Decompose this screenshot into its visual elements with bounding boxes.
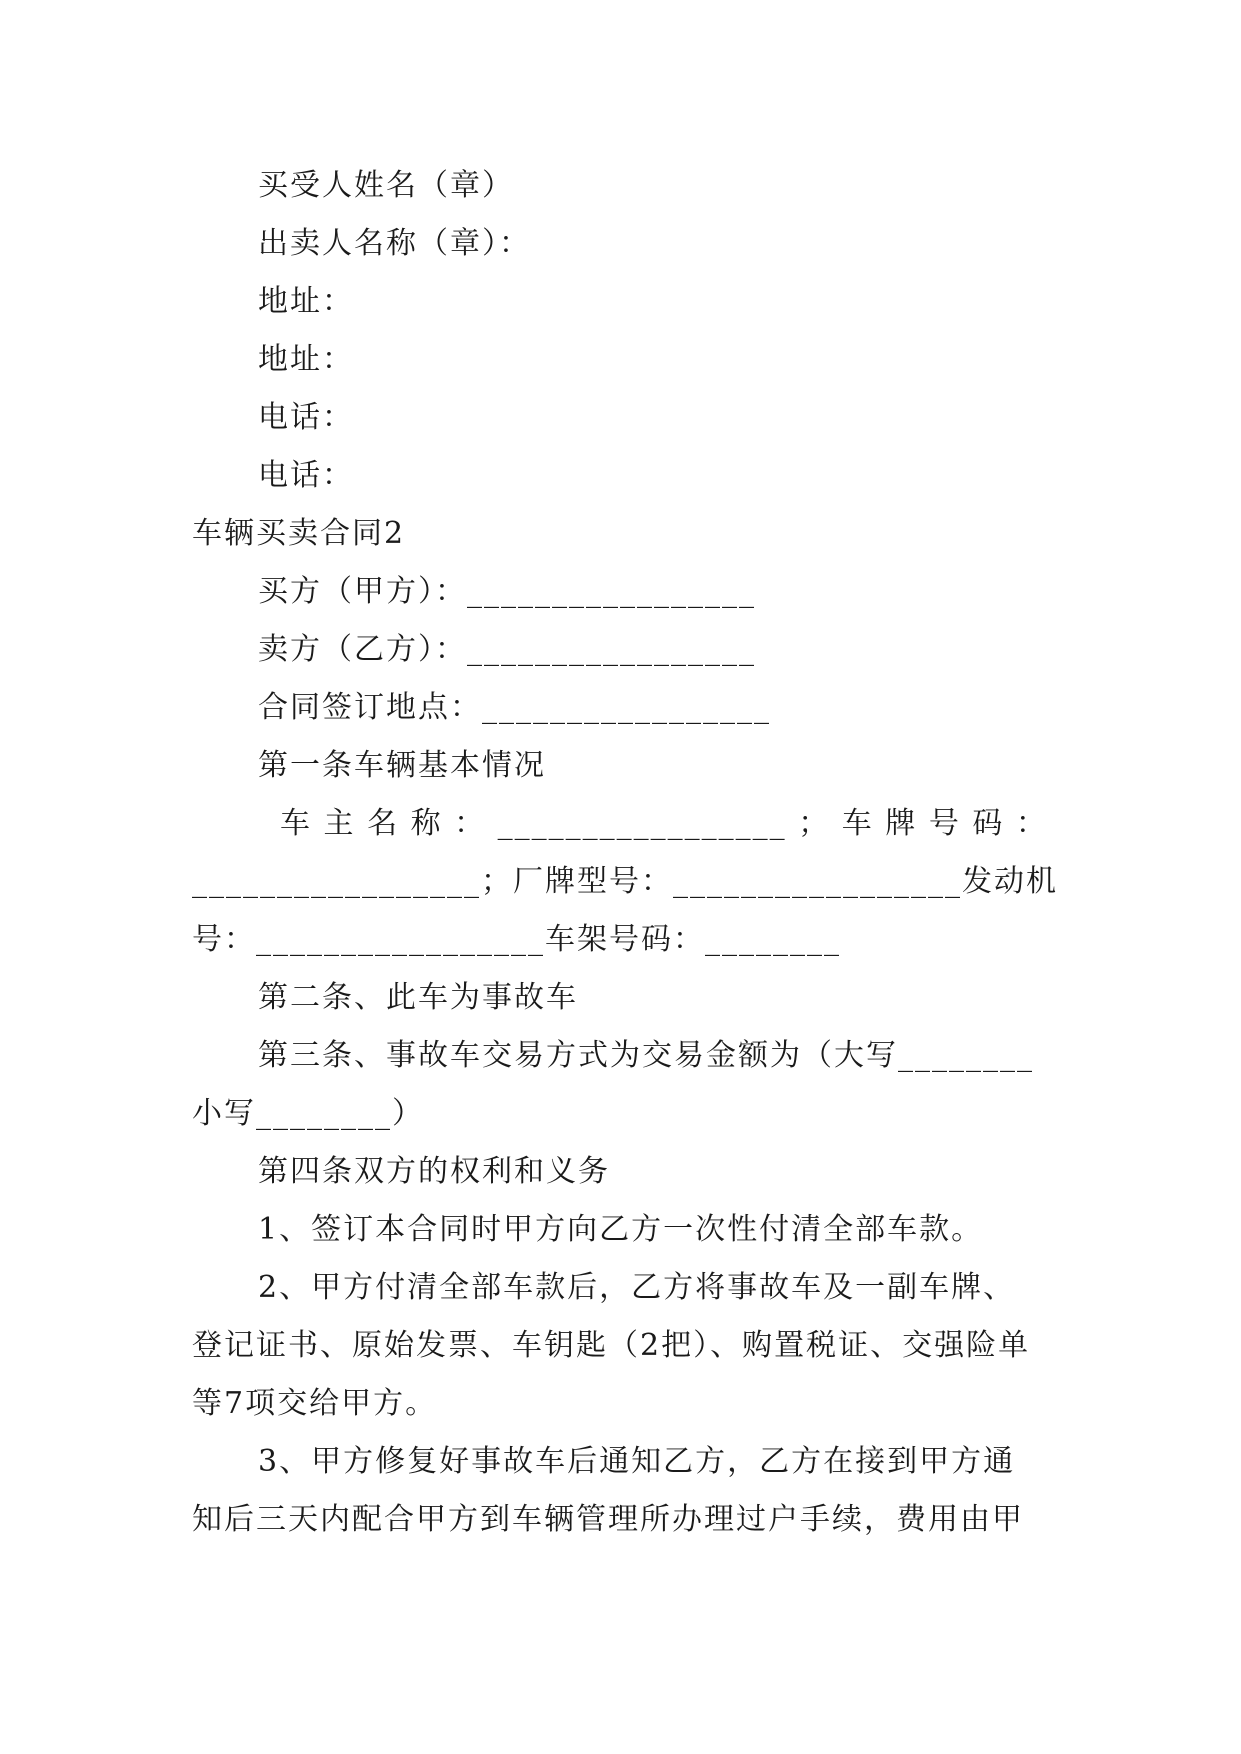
- clause-2-line-2: 登记证书、原始发票、车钥匙（2把）、购置税证、交强险单: [192, 1328, 1031, 1363]
- address-label-1: 地址：: [258, 284, 354, 319]
- engine-frame-fields: 号：_________________车架号码：________: [192, 922, 841, 957]
- clause-3-line-2: 知后三天内配合甲方到车辆管理所办理过户手续，费用由甲: [192, 1502, 1024, 1537]
- contract-title: 车辆买卖合同2: [192, 516, 406, 551]
- article-3: 第三条、事故车交易方式为交易金额为（大写________: [258, 1038, 1034, 1073]
- clause-2: 2、甲方付清全部车款后，乙方将事故车及一副车牌、: [258, 1270, 1016, 1305]
- phone-label-1: 电话：: [258, 400, 354, 435]
- article-1-heading: 第一条车辆基本情况: [258, 748, 546, 783]
- signing-place-field: 合同签订地点：_________________: [258, 690, 771, 725]
- phone-label-2: 电话：: [258, 458, 354, 493]
- seller-party-field: 卖方（乙方）：_________________: [258, 632, 756, 667]
- address-label-2: 地址：: [258, 342, 354, 377]
- clause-3: 3、甲方修复好事故车后通知乙方，乙方在接到甲方通: [258, 1444, 1016, 1479]
- seller-name-seal: 出卖人名称（章）：: [258, 226, 531, 261]
- clause-2-line-3: 等7项交给甲方。: [192, 1386, 438, 1421]
- article-2: 第二条、此车为事故车: [258, 980, 578, 1015]
- brand-engine-fields: _________________；厂牌型号：_________________发动机: [192, 864, 1058, 899]
- clause-1: 1、签订本合同时甲方向乙方一次性付清全部车款。: [258, 1212, 984, 1247]
- owner-plate-fields: 车 主 名 称 ： _________________ ； 车 牌 号 码 ：: [280, 806, 1048, 841]
- buyer-name-seal: 买受人姓名（章）: [258, 168, 514, 203]
- buyer-party-field: 买方（甲方）：_________________: [258, 574, 756, 609]
- article-3-continued: 小写________）: [192, 1096, 424, 1131]
- article-4-heading: 第四条双方的权利和义务: [258, 1154, 610, 1189]
